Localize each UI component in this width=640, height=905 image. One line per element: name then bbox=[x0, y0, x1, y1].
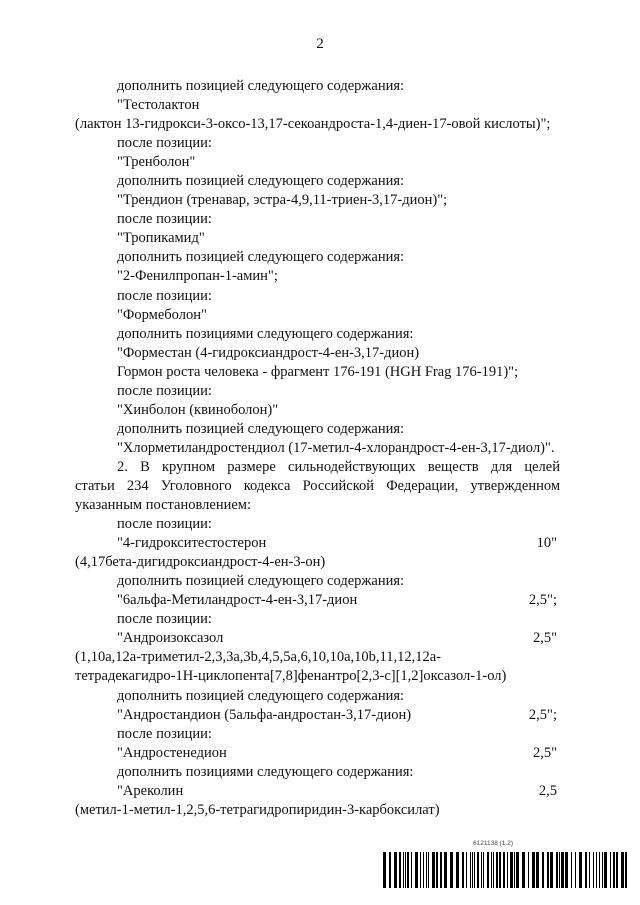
barcode-bar bbox=[596, 852, 597, 888]
substance-entry: "Хлорметиландростендиол (17-метил-4-хлорандрост-4-ен-3,17-диол)". bbox=[117, 439, 555, 456]
table-row bbox=[75, 744, 560, 763]
instruction-text: дополнить позицией следующего содержания: bbox=[117, 420, 405, 437]
barcode-bar bbox=[616, 852, 618, 888]
table-row bbox=[75, 782, 560, 801]
amount-value: 2,5"; bbox=[528, 706, 557, 723]
substance-name: "Андростенедион bbox=[117, 744, 227, 761]
barcode-bar bbox=[466, 852, 467, 888]
substance-name: "Андроизоксазол bbox=[117, 630, 224, 647]
chemical-name: (лактон 13-гидрокси-3-оксо-13,17-секоандроста-1,4-диен-17-овой кислоты)"; bbox=[75, 116, 551, 133]
barcode-bar bbox=[389, 852, 391, 888]
barcode-bar bbox=[411, 852, 412, 888]
barcode-bar bbox=[462, 852, 464, 888]
barcode-bar bbox=[487, 852, 489, 888]
barcode-bar bbox=[496, 852, 498, 888]
barcode-bar bbox=[383, 852, 386, 888]
barcode-bar bbox=[444, 852, 447, 888]
barcode-bar bbox=[428, 852, 429, 888]
document-body bbox=[75, 77, 560, 820]
amount-value: 2,5" bbox=[532, 744, 557, 761]
barcode-bar bbox=[516, 852, 519, 888]
substance-name: "Ареколин bbox=[117, 782, 184, 799]
amount-value: 10" bbox=[536, 535, 557, 552]
barcode-bar bbox=[499, 852, 501, 888]
barcode-bar bbox=[423, 852, 424, 888]
barcode-bar bbox=[426, 852, 427, 888]
barcode-bar bbox=[604, 852, 607, 888]
barcode-bar bbox=[510, 852, 513, 888]
instruction-text: дополнить позицией следующего содержания: bbox=[117, 687, 405, 704]
page-number: 2 bbox=[316, 36, 324, 52]
barcode-bar bbox=[394, 852, 397, 888]
barcode-bar bbox=[536, 852, 539, 888]
barcode-bar bbox=[532, 852, 535, 888]
barcode-bar bbox=[571, 852, 572, 888]
barcode-bar bbox=[415, 852, 418, 888]
barcode-bar bbox=[456, 852, 459, 888]
barcode-bar bbox=[602, 852, 603, 888]
barcode-bar bbox=[481, 852, 482, 888]
after-position-label: после позиции: bbox=[117, 611, 212, 628]
instruction-text: дополнить позициями следующего содержания: bbox=[117, 325, 414, 342]
barcode-bar bbox=[474, 852, 475, 888]
barcode-bar bbox=[470, 852, 471, 888]
barcode-bar bbox=[507, 852, 508, 888]
barcode-bar bbox=[503, 852, 505, 888]
instruction-text: дополнить позицией следующего содержания: bbox=[117, 78, 405, 94]
substance-entry: "Форместан (4-гидроксиандрост-4-ен-3,17-дион) bbox=[117, 344, 420, 361]
barcode-bar bbox=[407, 852, 409, 888]
barcode-bar bbox=[399, 852, 401, 888]
barcode-bar bbox=[528, 852, 529, 888]
barcode-bar bbox=[493, 852, 494, 888]
barcode-bar bbox=[483, 852, 484, 888]
barcode-icon bbox=[383, 852, 628, 888]
after-position-label: после позиции: bbox=[117, 135, 212, 152]
barcode-bar bbox=[589, 852, 590, 888]
barcode-bar bbox=[556, 852, 558, 888]
after-position-label: после позиции: bbox=[117, 211, 212, 228]
barcode-bar bbox=[621, 852, 624, 888]
substance-entry: "Хинболон (квиноболон)" bbox=[117, 401, 279, 418]
barcode-bar bbox=[432, 852, 435, 888]
chemical-name: (метил-1-метил-1,2,5,6-тетрагидропиридин-3-карбоксилат) bbox=[75, 801, 440, 818]
substance-entry: "Трендион (тренавар, эстра-4,9,11-триен-3,17-дион)"; bbox=[117, 192, 448, 209]
amount-value: 2,5"; bbox=[528, 592, 557, 609]
instruction-text: дополнить позицией следующего содержания: bbox=[117, 173, 405, 190]
after-position-label: после позиции: bbox=[117, 725, 212, 742]
substance-name: "Андростандион (5альфа-андростан-3,17-дион) bbox=[117, 706, 412, 723]
barcode-bar bbox=[542, 852, 544, 888]
barcode-bar bbox=[477, 852, 479, 888]
substance-entry: Гормон роста человека - фрагмент 176-191 (HGH Frag 176-191)"; bbox=[117, 363, 519, 380]
barcode-bar bbox=[610, 852, 611, 888]
barcode-bar bbox=[593, 852, 594, 888]
barcode-bar bbox=[522, 852, 525, 888]
after-position-label: после позиции: bbox=[117, 516, 212, 533]
section-paragraph: 2. В крупном размере сильнодействующих веществ для целей bbox=[117, 458, 560, 475]
barcode-bar bbox=[450, 852, 453, 888]
substance-entry: "Формеболон" bbox=[117, 306, 207, 323]
substance-name: "4-гидрокситестостерон bbox=[117, 535, 267, 552]
barcode-bar bbox=[565, 852, 568, 888]
instruction-text: дополнить позицией следующего содержания: bbox=[117, 573, 405, 590]
barcode-bar bbox=[579, 852, 582, 888]
barcode-bar bbox=[559, 852, 560, 888]
barcode-bar bbox=[599, 852, 600, 888]
table-row bbox=[75, 706, 560, 725]
chemical-name: (1,10a,12a-триметил-2,3,3a,3b,4,5,5a,6,10,10a,10b,11,12,12a- bbox=[75, 649, 441, 666]
barcode-bar bbox=[403, 852, 404, 888]
substance-entry: "Тестолактон bbox=[117, 97, 200, 114]
after-position-label: после позиции: bbox=[117, 382, 212, 399]
chemical-name: тетрадекагидро-1H-циклопента[7,8]фенантро[2,3-c][1,2]оксазол-1-ол) bbox=[75, 668, 507, 685]
table-row bbox=[75, 629, 560, 648]
barcode-bar bbox=[550, 852, 553, 888]
barcode-bar bbox=[625, 852, 627, 888]
table-row bbox=[75, 534, 560, 553]
barcode-bar bbox=[585, 852, 587, 888]
barcode-bar bbox=[420, 852, 421, 888]
barcode-bar bbox=[440, 852, 442, 888]
instruction-text: дополнить позицией следующего содержания: bbox=[117, 249, 405, 266]
document-code: 6121138 (1.2) bbox=[473, 840, 513, 847]
amount-value: 2,5 bbox=[538, 782, 557, 799]
amount-value: 2,5" bbox=[532, 630, 557, 647]
barcode-bar bbox=[561, 852, 564, 888]
substance-name: "6альфа-Метиландрост-4-ен-3,17-дион bbox=[117, 592, 358, 609]
barcode-bar bbox=[491, 852, 492, 888]
section-paragraph: указанным постановлением: bbox=[75, 497, 251, 514]
barcode-bar bbox=[472, 852, 473, 888]
barcode-bar bbox=[575, 852, 576, 888]
instruction-text: дополнить позициями следующего содержания: bbox=[117, 763, 414, 780]
barcode-bar bbox=[405, 852, 406, 888]
after-position-label: после позиции: bbox=[117, 287, 212, 304]
substance-entry: "Тропикамид" bbox=[117, 230, 205, 247]
barcode-bar bbox=[547, 852, 549, 888]
substance-entry: "Тренболон" bbox=[117, 154, 196, 171]
section-paragraph: статьи 234 Уголовного кодекса Российской Федерации, утвержденном bbox=[75, 477, 560, 494]
barcode-bar bbox=[613, 852, 615, 888]
table-row bbox=[75, 591, 560, 610]
chemical-name: (4,17бета-дигидроксиандрост-4-ен-3-он) bbox=[75, 554, 326, 571]
barcode-bar bbox=[436, 852, 438, 888]
barcode-bar bbox=[514, 852, 515, 888]
substance-entry: "2-Фенилпропан-1-амин"; bbox=[117, 268, 278, 285]
